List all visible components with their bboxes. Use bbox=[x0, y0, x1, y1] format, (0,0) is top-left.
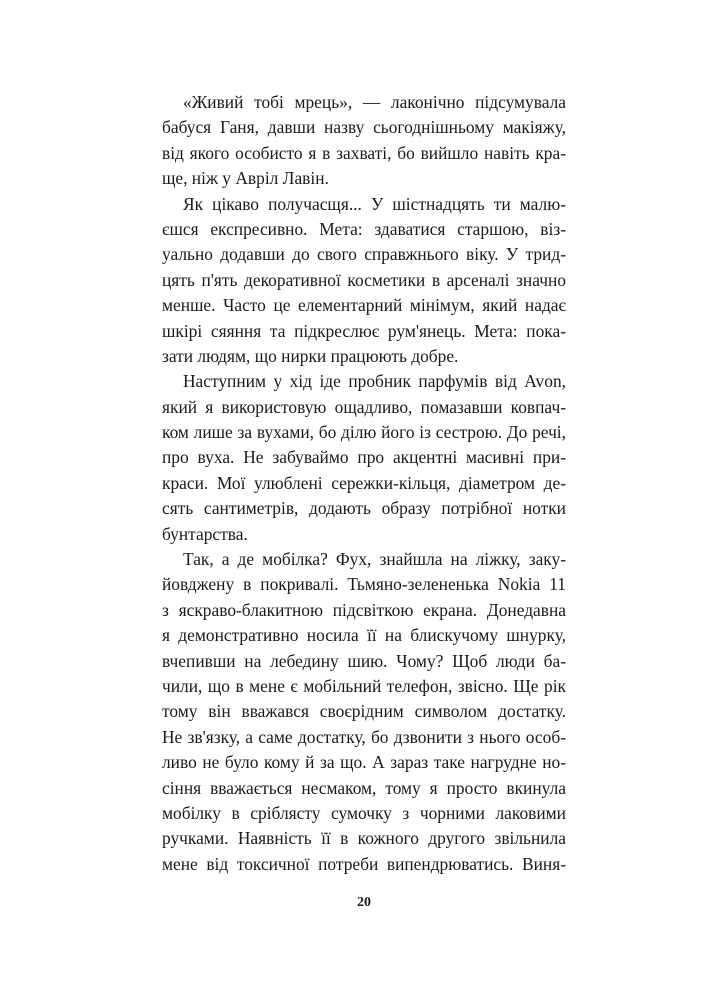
text-line: ще, ніж у Аврiл Лавін. bbox=[162, 168, 329, 189]
text-line: ком лише за вухами, бо ділю його із сестрою. До речі, bbox=[162, 422, 566, 443]
text-line: сіння вважається несмаком, тому я просто вкинула bbox=[162, 777, 566, 798]
page-number: 20 bbox=[357, 895, 371, 910]
text-line: Наступним у хід іде пробник парфумів від Avon, bbox=[183, 371, 566, 392]
text-line: «Живий тобі мрець», — лаконічно підсумувала bbox=[183, 92, 566, 112]
text-line: уально додавши до свого справжнього віку. У трид- bbox=[162, 244, 566, 265]
text-line: єшся експресивно. Мета: здаватися старшою, віз- bbox=[162, 218, 566, 239]
text-line: Як цікаво получасщя... У шістнадцять ти малю- bbox=[183, 193, 566, 214]
text-line: краси. Мої улюблені сережки-кільця, діаметром де- bbox=[162, 472, 566, 493]
text-line: з яскраво-блакитною підсвіткою екрана. Донедавна bbox=[162, 599, 566, 620]
text-line: цять п'ять декоративної косметики в арсеналі значно bbox=[162, 269, 566, 290]
text-line: ливо не було кому й за що. А зараз таке нагрудне но- bbox=[162, 752, 566, 773]
text-line: мобілку в сріблясту сумочку з чорними лаковими bbox=[162, 802, 566, 823]
text-line: Не зв'язку, а саме достатку, бо дзвонити з нього особ- bbox=[162, 726, 566, 747]
text-line: я демонстративно носила її на блискучому шнурку, bbox=[162, 625, 566, 646]
text-line: зати людям, що нирки працюють добре. bbox=[162, 345, 459, 366]
text-line: шкірі сяяння та підкреслює рум'янець. Мета: пока- bbox=[162, 320, 566, 341]
text-line: Так, а де мобілка? Фух, знайшла на ліжку, заку- bbox=[183, 549, 566, 570]
text-line: бабуся Ганя, давши назву сьогоднішньому макіяжу, bbox=[162, 117, 566, 138]
text-line: про вуха. Не забуваймо про акцентні масивні при- bbox=[162, 447, 566, 468]
text-line: тому він вважався своєрідним символом достатку. bbox=[162, 701, 566, 722]
book-page-text bbox=[162, 90, 566, 877]
text-line: ручками. Наявність її в кожного другого звільнила bbox=[162, 828, 566, 849]
text-line: йовджену в покривалі. Тьмяно-зелененька Nokia 11 bbox=[162, 574, 566, 595]
text-line: від якого особисто я в захваті, бо вийшло навіть кра- bbox=[162, 142, 566, 163]
text-line: чили, що в мене є мобільний телефон, звісно. Ще рік bbox=[162, 675, 566, 696]
text-line: який я використовую ощадливо, помазавши ковпач- bbox=[162, 396, 566, 417]
text-line: бунтарства. bbox=[162, 523, 248, 544]
text-line: мене від токсичної потреби випендрюватись. Виня- bbox=[162, 853, 566, 874]
text-line: менше. Часто це елементарний мінімум, який надає bbox=[162, 295, 566, 316]
text-line: вчепивши на лебедину шию. Чому? Щоб люди ба- bbox=[162, 650, 566, 671]
text-line: сять сантиметрів, додають образу потрібної нотки bbox=[162, 498, 566, 519]
